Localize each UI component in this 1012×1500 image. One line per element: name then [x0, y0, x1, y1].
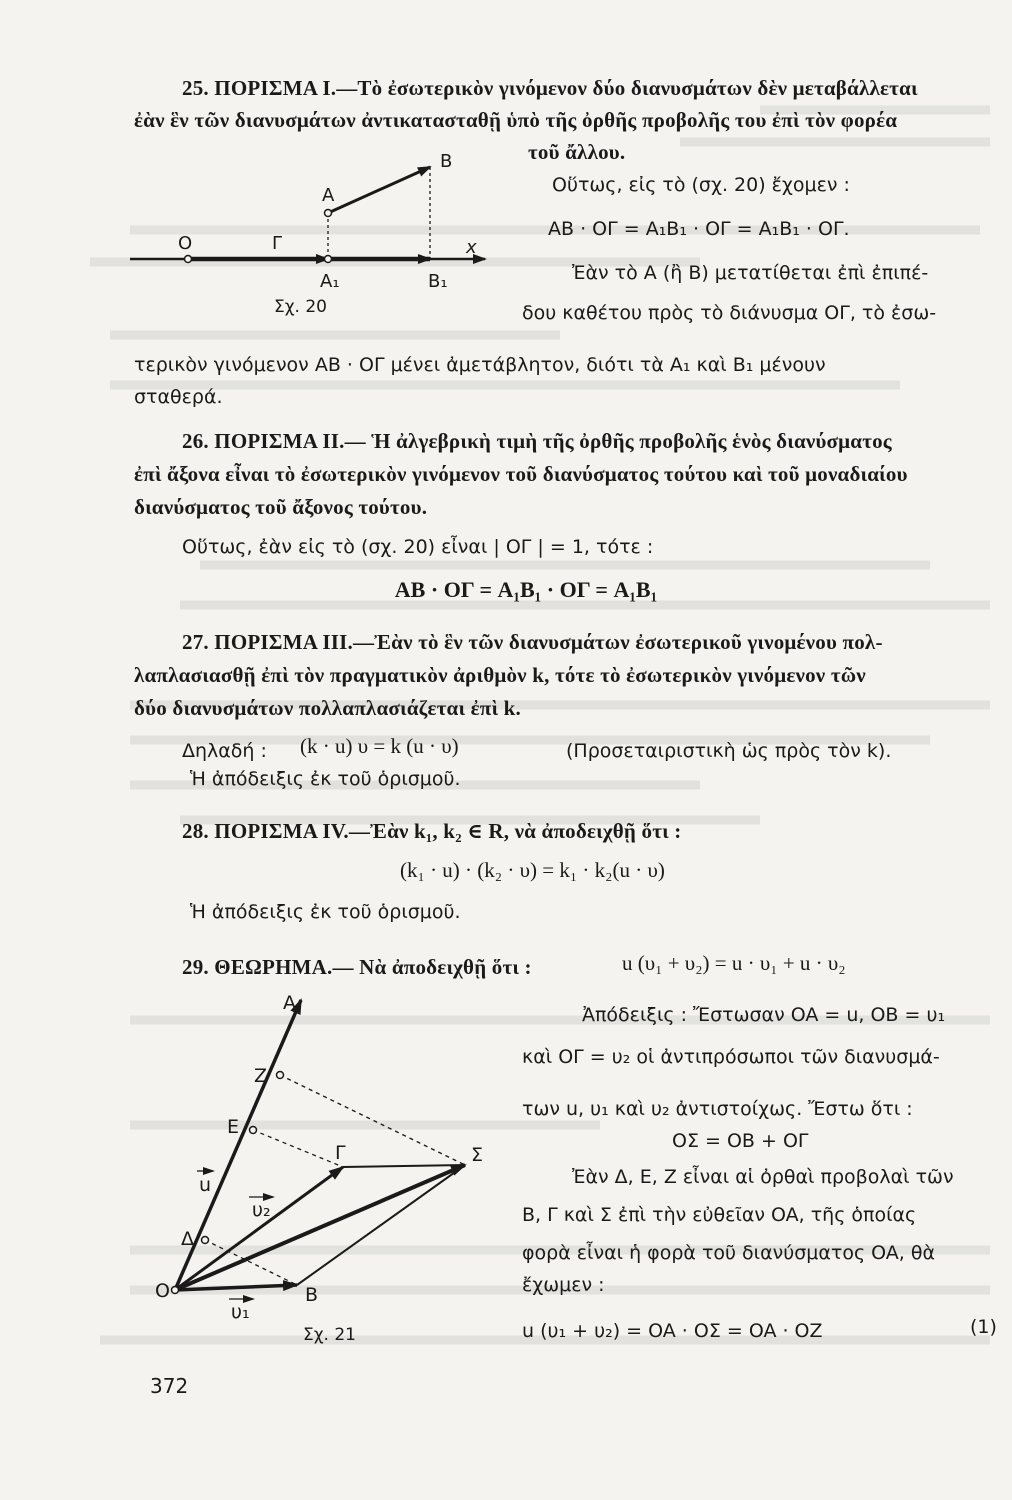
section-29-proof-line-4: OΣ = OB + OΓ [672, 1130, 809, 1152]
section-27-equation: (k · u) υ = k (u · υ) [300, 734, 459, 758]
label-G: Γ [335, 1142, 346, 1164]
section-25-line-8: σταθερά. [134, 386, 223, 408]
section-29-statement: u (υ₁ + υ₂) = u · υ₁ + u · υ₂ [622, 951, 846, 975]
section-26-line-4: Οὕτως, ἐὰν εἰς τὸ (σχ. 20) εἶναι | OΓ | = 1, τότε : [182, 536, 654, 558]
section-29-proof-line-5: Ἐὰν Δ, E, Z εἶναι αἱ ὀρθαὶ προβολαὶ τῶν [572, 1166, 954, 1188]
vector-OB-v1 [175, 1285, 297, 1290]
segment-GS [343, 1165, 465, 1167]
label-A1: A₁ [320, 271, 340, 292]
section-26-line-1: 26. ΠΟΡΙΣΜΑ ΙΙ.— Ἡ ἀλγεβρικὴ τιμὴ τῆς ὀρθῆς προβολῆς ἑνὸς διανύσματος [182, 429, 892, 453]
point-O [185, 256, 192, 263]
projection-line-D [205, 1240, 297, 1285]
projection-line-Z [280, 1075, 465, 1165]
section-29-proof-line-2: καὶ OΓ = υ₂ οἱ ἀντιπρόσωποι τῶν διανυσμά- [522, 1046, 940, 1068]
section-26-equation: AB · OΓ = A₁B₁ · OΓ = A₁B₁ [394, 577, 658, 602]
point-D [202, 1237, 209, 1244]
equation-number: (1) [970, 1316, 997, 1338]
label-A: A [283, 995, 296, 1014]
label-A: A [322, 185, 335, 206]
section-29-proof-line-8: ἔχωμεν : [522, 1274, 605, 1296]
point-Z [277, 1072, 284, 1079]
section-29-line-1: 29. ΘΕΩΡΗΜΑ.— Νὰ ἀποδειχθῇ ὅτι : [182, 955, 532, 979]
figure-21-caption: Σχ. 21 [303, 1325, 357, 1345]
label-E: E [227, 1116, 240, 1138]
label-O: O [178, 233, 193, 254]
section-29-proof-line-7: φορὰ εἶναι ἡ φορὰ τοῦ διανύσματος OA, θὰ [522, 1242, 935, 1264]
section-28-line-2: Ἡ ἀπόδειξις ἐκ τοῦ ὁρισμοῦ. [190, 901, 461, 923]
label-x: x [466, 237, 477, 258]
section-29-proof-line-1: Ἀπόδειξις : Ἔστωσαν OA = u, OB = υ₁ [582, 1004, 946, 1026]
label-B: B [305, 1284, 319, 1306]
page-number: 372 [150, 1374, 189, 1398]
section-25-line-2: ἐὰν ἓν τῶν διανυσμάτων ἀντικατασταθῇ ὑπὸ τῆς ὀρθῆς προβολῆς του ἐπὶ τὸν φορέα [134, 108, 898, 132]
section-25-line-6: δου καθέτου πρὸς τὸ διάνυσμα OΓ, τὸ ἐσω- [522, 302, 937, 324]
section-27-line-3: δύο διανυσμάτων πολλαπλασιάζεται ἐπὶ k. [134, 696, 521, 720]
section-29-equation: u (υ₁ + υ₂) = OA · OΣ = OA · OZ [522, 1320, 823, 1342]
section-27-line-2: λαπλασιασθῇ ἐπὶ τὸν πραγματικὸν ἀριθμὸν k, τότε τὸ ἐσωτερικὸν γινόμενον τῶν [134, 663, 866, 687]
label-B1: B₁ [428, 271, 448, 292]
label-D: Δ [181, 1228, 194, 1250]
section-27-line-1: 27. ΠΟΡΙΣΜΑ ΙΙΙ.—Ἐὰν τὸ ἓν τῶν διανυσμάτων ἐσωτερικοῦ γινομένου πολ- [182, 630, 883, 654]
label-G: Γ [272, 233, 283, 254]
label-B: B [440, 151, 453, 172]
section-25-equation: AB · OΓ = A₁B₁ · OΓ = A₁B₁ · OΓ. [548, 218, 850, 240]
point-O [172, 1287, 179, 1294]
section-25-line-4: Οὕτως, εἰς τὸ (σχ. 20) ἔχομεν : [552, 174, 850, 196]
label-O: O [155, 1280, 170, 1302]
label-u: u [199, 1174, 212, 1196]
section-25-line-5: Ἐὰν τὸ A (ἢ B) μετατίθεται ἐπὶ ἐπιπέ- [572, 262, 929, 284]
label-v2: υ₂ [252, 1199, 271, 1221]
point-A1 [325, 256, 332, 263]
label-Z: Z [254, 1065, 268, 1087]
section-25-line-1: 25. ΠΟΡΙΣΜΑ Ι.—Τὸ ἐσωτερικὸν γινόμενον δύο διανυσμάτων δὲν μεταβάλλεται [182, 76, 918, 100]
section-29-proof-line-6: B, Γ καὶ Σ ἐπὶ τὴν εὐθεῖαν OA, τῆς ὁποίας [522, 1204, 917, 1226]
section-27-line-5: Ἡ ἀπόδειξις ἐκ τοῦ ὁρισμοῦ. [190, 768, 461, 790]
figure-20 [120, 145, 520, 325]
section-28-equation: (k₁ · u) · (k₂ · υ) = k₁ · k₂(u · υ) [400, 858, 665, 882]
section-27-line-4-label: Δηλαδή : [182, 740, 267, 762]
figure-20-caption: Σχ. 20 [274, 297, 328, 317]
section-25-line-7: τερικὸν γινόμενον AB · OΓ μένει ἀμετάβλητον, διότι τὰ A₁ καὶ B₁ μένουν [134, 354, 826, 376]
section-28-line-1: 28. ΠΟΡΙΣΜΑ IV.—Ἐὰν k₁, k₂ ∈ R, νὰ ἀποδειχθῇ ὅτι : [182, 819, 682, 843]
projection-line-E [253, 1130, 343, 1167]
label-S: Σ [471, 1144, 484, 1166]
section-26-line-3: διανύσματος τοῦ ἄξονος τούτου. [134, 495, 428, 519]
label-v1: υ₁ [231, 1301, 250, 1323]
section-27-line-4-note: (Προσεταιριστικὴ ὡς πρὸς τὸν k). [566, 740, 892, 762]
section-26-line-2: ἐπὶ ἄξονα εἶναι τὸ ἐσωτερικὸν γινόμενον τοῦ διανύσματος τούτου καὶ τοῦ μοναδιαίου [134, 462, 908, 486]
section-25-line-3: τοῦ ἄλλου. [528, 140, 626, 164]
point-A [325, 210, 332, 217]
figure-21 [155, 995, 515, 1350]
point-E [250, 1127, 257, 1134]
vector-AB [328, 167, 430, 213]
section-29-proof-line-3: των u, υ₁ καὶ υ₂ ἀντιστοίχως. Ἔστω ὅτι : [522, 1098, 913, 1120]
